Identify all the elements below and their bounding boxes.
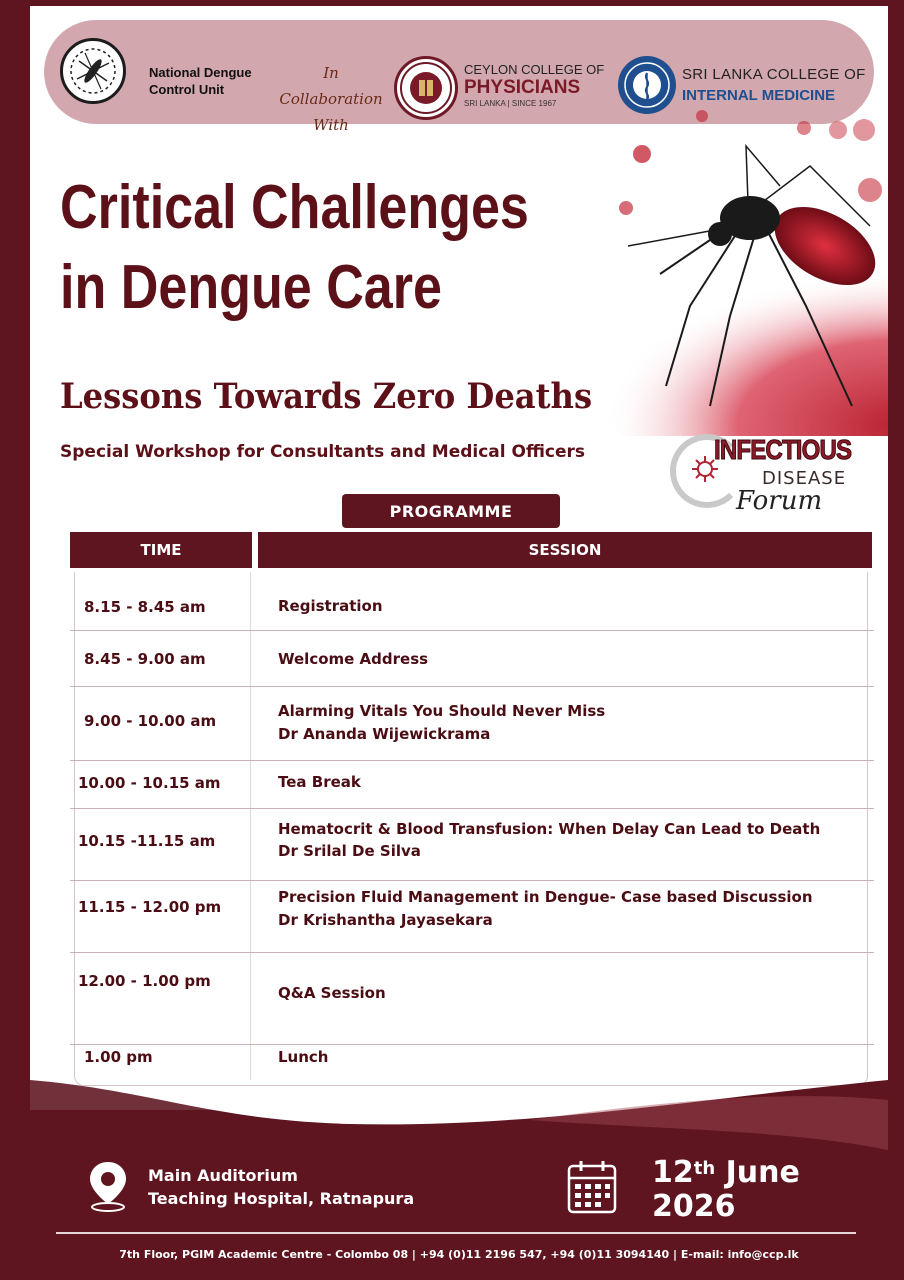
row-time: 10.00 - 10.15 am [78,774,221,792]
row-time: 9.00 - 10.00 am [84,712,217,730]
date-year: 2026 [652,1189,736,1224]
row-session: Q&A Session [278,984,386,1002]
ccp-name-line1: CEYLON COLLEGE OF [464,62,605,77]
time-column-header: TIME [70,532,252,568]
mosquito-illustration [570,106,888,436]
table-row [70,1046,874,1082]
row-speaker: Dr Srilal De Silva [278,842,421,860]
date-month: June [725,1155,800,1190]
ccp-name-line2: PHYSICIANS [464,77,581,98]
row-speaker: Dr Krishantha Jayasekara [278,911,493,929]
table-row [70,882,874,953]
event-subtitle: Lessons Towards Zero Deaths [60,376,593,417]
collab-line1: In Collaboration [279,64,383,108]
venue-line1: Main Auditorium [148,1166,298,1185]
date-suffix: th [693,1158,716,1179]
collab-line2: With [313,116,349,134]
ccp-since: SRI LANKA | SINCE 1967 [464,99,557,108]
ccp-seal-logo [394,56,458,120]
row-session: Hematocrit & Blood Transfusion: When Delay Can Lead to Death [278,820,821,838]
infectious-disease-forum-logo [666,426,866,526]
venue-line2: Teaching Hospital, Ratnapura [148,1189,415,1208]
forum-script: Forum [736,486,823,516]
date-day: 12 [652,1155,694,1190]
event-tagline: Special Workshop for Consultants and Medical Officers [60,442,586,462]
event-title [60,168,530,328]
table-row [70,762,874,809]
row-session: Alarming Vitals You Should Never Miss [278,702,606,720]
calendar-icon [566,1158,618,1216]
table-row [70,810,874,881]
programme-label: PROGRAMME [342,494,560,528]
ccp-name [464,62,624,108]
ndcu-name-line1: National Dengue [149,65,252,80]
table-row [70,954,874,1045]
slcim-name-line1: SRI LANKA COLLEGE OF [682,66,866,83]
row-session: Registration [278,597,383,615]
event-title-line2: in Dengue Care [60,253,443,322]
row-time: 12.00 - 1.00 pm [78,972,211,990]
right-border [888,0,904,1280]
location-pin-icon [86,1160,130,1212]
session-column-header: SESSION [258,532,872,568]
forum-infectious: INFECTIOUS [714,434,852,465]
venue [148,1164,414,1210]
row-session: Precision Fluid Management in Dengue- Case based Discussion [278,888,813,906]
row-session: Lunch [278,1048,329,1066]
footer [30,1080,888,1280]
table-row [70,632,874,687]
row-time: 8.45 - 9.00 am [84,650,206,668]
row-time: 1.00 pm [84,1048,153,1066]
event-title-line1: Critical Challenges [60,173,529,242]
row-time: 8.15 - 8.45 am [84,598,206,616]
ndcu-mosquito-logo [60,38,126,104]
event-date [652,1156,800,1224]
collaboration-text [276,60,386,138]
footer-divider [56,1232,856,1234]
row-session: Welcome Address [278,650,429,668]
forum-disease: DISEASE [762,468,847,489]
ndcu-name-line2: Control Unit [149,82,225,97]
left-border [0,0,30,1280]
slcim-name [682,64,882,106]
row-speaker: Dr Ananda Wijewickrama [278,725,491,743]
ndcu-name [149,64,269,98]
table-row [70,688,874,761]
table-row [70,572,874,631]
slcim-name-line2: INTERNAL MEDICINE [682,87,836,104]
poster [30,6,888,1280]
row-session: Tea Break [278,773,361,791]
row-time: 11.15 - 12.00 pm [78,898,222,916]
row-time: 10.15 -11.15 am [78,832,216,850]
contact-info: 7th Floor, PGIM Academic Centre - Colombo 08 | +94 (0)11 2196 547, +94 (0)11 3094140 | E-mail: info@ccp.lk [119,1248,799,1261]
